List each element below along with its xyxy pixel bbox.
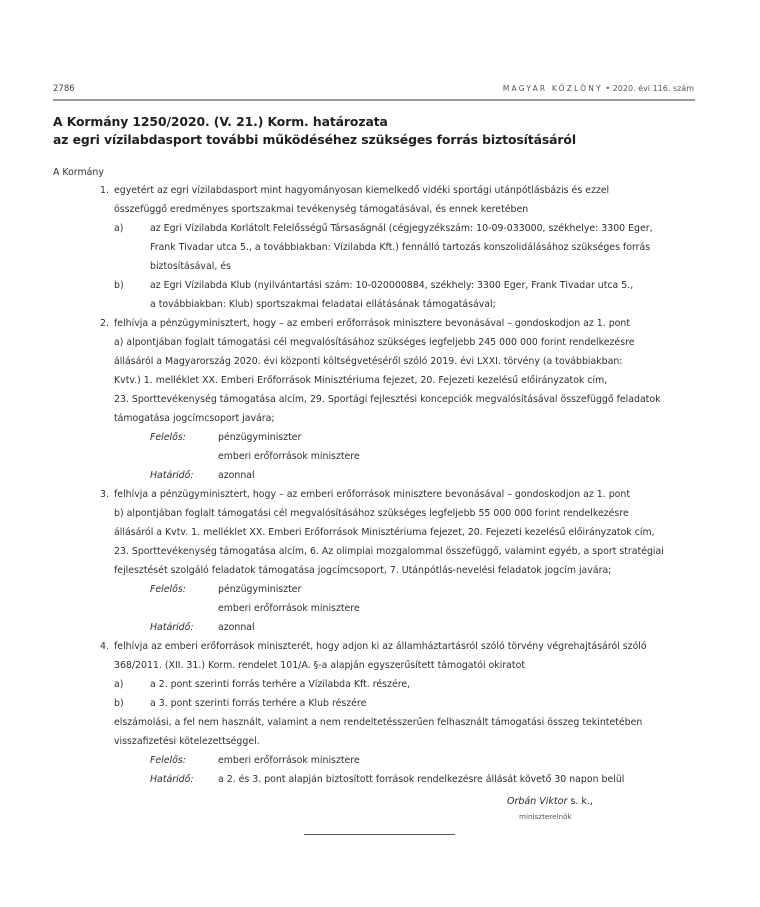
point-4b-label: b) bbox=[114, 698, 124, 709]
signature-suffix: s. k., bbox=[567, 796, 593, 807]
point-1b-line: az Egri Vízilabda Klub (nyilvántartási szám: 10-020000884, székhely: 3300 Eger, Frank Tivadar utca 5., bbox=[150, 280, 634, 291]
page-number: 2786 bbox=[53, 84, 75, 94]
point-3-line: b) alpontjában foglalt támogatási cél megvalósításához szükséges legfeljebb 55 000 000 forint rendelkezésre bbox=[114, 508, 629, 519]
point-4-responsible-label: Felelős: bbox=[150, 755, 186, 766]
point-2-line: a) alpontjában foglalt támogatási cél megvalósításához szükséges legfeljebb 245 000 000 forint rendelkezésre bbox=[114, 337, 635, 348]
point-2-line: támogatása jogcímcsoport javára; bbox=[114, 413, 275, 424]
signature-name-block bbox=[507, 796, 593, 807]
point-3-line: állásáról a Kvtv. 1. melléklet XX. Emberi Erőforrások Minisztériuma fejezet, 20. Fejezeti kezelésű előirányzatok cím, bbox=[114, 527, 655, 538]
point-2-line: felhívja a pénzügyminisztert, hogy – az emberi erőforrások minisztere bevonásával – gondoskodjon az 1. pont bbox=[114, 318, 631, 329]
point-4-line: 368/2011. (XII. 31.) Korm. rendelet 101/A. §-a alapján egyszerűsített támogatói okiratot bbox=[114, 660, 526, 671]
point-2-deadline: azonnal bbox=[218, 470, 255, 481]
point-4-deadline: a 2. és 3. pont alapján biztosított források rendelkezésre állását követő 30 napon belül bbox=[218, 774, 625, 785]
point-1-line: egyetért az egri vízilabdasport mint hagyományosan kiemelkedő vidéki sportági utánpótlásbázis és ezzel bbox=[114, 185, 610, 196]
point-1-number: 1. bbox=[100, 185, 109, 196]
point-3-line: felhívja a pénzügyminisztert, hogy – az emberi erőforrások minisztere bevonásával – gondoskodjon az 1. pont bbox=[114, 489, 631, 500]
point-3-deadline-label: Határidő: bbox=[150, 622, 194, 633]
point-1a-line: Frank Tivadar utca 5., a továbbiakban: Vízilabda Kft.) fennálló tartozás konszolidálásához szükséges forrás bbox=[150, 242, 651, 253]
point-4-deadline-label: Határidő: bbox=[150, 774, 194, 785]
point-4a-label: a) bbox=[114, 679, 124, 690]
running-head bbox=[503, 84, 694, 93]
point-4a-line: a 2. pont szerinti forrás terhére a Vízilabda Kft. részére, bbox=[150, 679, 411, 690]
intro-text: A Kormány bbox=[53, 167, 104, 178]
point-3-responsible: emberi erőforrások minisztere bbox=[218, 603, 360, 614]
closing-separator-rule bbox=[304, 834, 455, 835]
point-2-responsible: emberi erőforrások minisztere bbox=[218, 451, 360, 462]
point-2-deadline-label: Határidő: bbox=[150, 470, 194, 481]
point-4-closing-line: elszámolási, a fel nem használt, valamint a nem rendeltetésszerűen felhasznált támogatási összeg tekintetében bbox=[114, 717, 643, 728]
document-title-line-1: A Kormány 1250/2020. (V. 21.) Korm. határozata bbox=[53, 114, 388, 129]
point-3-responsible: pénzügyminiszter bbox=[218, 584, 302, 595]
header-rule bbox=[53, 99, 695, 101]
point-4b-line: a 3. pont szerinti forrás terhére a Klub részére bbox=[150, 698, 367, 709]
point-1-line: összefüggő eredményes sportszakmai tevékenység támogatásával, és ennek keretében bbox=[114, 204, 529, 215]
issue-number: 2020. évi 116. szám bbox=[612, 84, 694, 93]
point-2-responsible: pénzügyminiszter bbox=[218, 432, 302, 443]
signature-name: Orbán Viktor bbox=[507, 796, 568, 807]
point-3-responsible-label: Felelős: bbox=[150, 584, 186, 595]
point-2-line: állásáról a Magyarország 2020. évi központi költségvetéséről szóló 2019. évi LXXI. törvény (a továbbiakban: bbox=[114, 356, 623, 367]
bullet-separator: • bbox=[605, 84, 611, 93]
document-title-line-2: az egri vízilabdasport további működéséhez szükséges forrás biztosításáról bbox=[53, 132, 576, 147]
point-1b-label: b) bbox=[114, 280, 124, 291]
point-3-deadline: azonnal bbox=[218, 622, 255, 633]
point-1b-line: a továbbiakban: Klub) sportszakmai feladatai ellátásának támogatásával; bbox=[150, 299, 496, 310]
point-1a-line: biztosításával, és bbox=[150, 261, 231, 272]
point-2-responsible-label: Felelős: bbox=[150, 432, 186, 443]
publication-name: MAGYAR KÖZLÖNY bbox=[502, 84, 603, 93]
point-3-line: fejlesztését szolgáló feladatok támogatása jogcímcsoport, 7. Utánpótlás-nevelési feladatok jogcím javára; bbox=[114, 565, 612, 576]
point-2-line: Kvtv.) 1. melléklet XX. Emberi Erőforrások Minisztériuma fejezet, 20. Fejezeti kezelésű előirányzatok cím, bbox=[114, 375, 608, 386]
point-4-line: felhívja az emberi erőforrások miniszterét, hogy adjon ki az államháztartásról szóló törvény végrehajtásáról szóló bbox=[114, 641, 647, 652]
point-4-closing-line: visszafizetési kötelezettséggel. bbox=[114, 736, 260, 747]
point-3-number: 3. bbox=[100, 489, 109, 500]
point-1a-label: a) bbox=[114, 223, 124, 234]
point-3-line: 23. Sporttevékenység támogatása alcím, 6. Az olimpiai mozgalommal összefüggő, valamint egyéb, a sport stratégiai bbox=[114, 546, 664, 557]
point-1a-line: az Egri Vízilabda Korlátolt Felelősségű Társaságnál (cégjegyzékszám: 10-09-033000, székhelye: 3300 Eger, bbox=[150, 223, 653, 234]
point-4-number: 4. bbox=[100, 641, 109, 652]
point-4-responsible: emberi erőforrások minisztere bbox=[218, 755, 360, 766]
point-2-number: 2. bbox=[100, 318, 109, 329]
point-2-line: 23. Sporttevékenység támogatása alcím, 29. Sportági fejlesztési koncepciók megvalósításával összefüggő feladatok bbox=[114, 394, 661, 405]
signature-title: miniszterelnök bbox=[519, 812, 572, 821]
